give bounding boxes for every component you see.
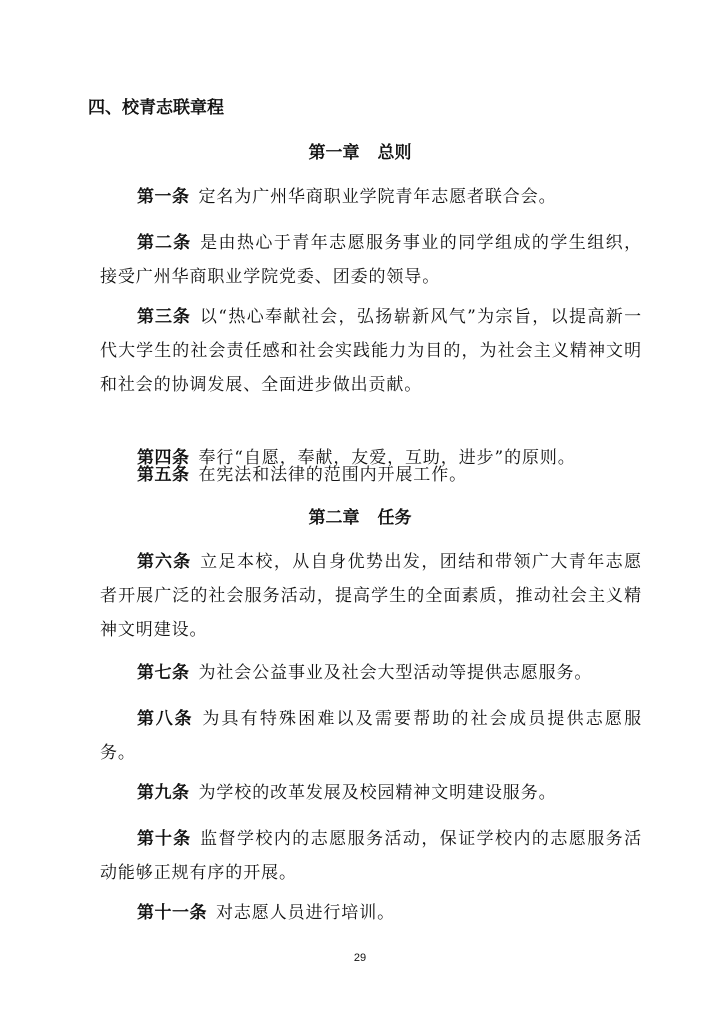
- article-1: [100, 180, 642, 214]
- section-title: 四、校青志联章程: [88, 98, 224, 118]
- article-5: [100, 458, 642, 492]
- article-text: 立足本校，从自身优势出发，团结和带领广大青年志愿者开展广泛的社会服务活动，提高学生的全面素质，推动社会主义精神文明建设。: [100, 552, 642, 640]
- article-number: 第九条: [137, 783, 190, 803]
- article-6: [100, 545, 642, 647]
- chapter-title: 任务: [377, 508, 412, 528]
- chapter-label: 第二章: [308, 508, 360, 528]
- article-text: 奉行“自愿，奉献，友爱，互助，进步”的原则。: [198, 448, 576, 468]
- article-text: 以“热心奉献社会，弘扬崭新风气”为宗旨，以提高新一代大学生的社会责任感和社会实践能力为目的，为社会主义精神文明和社会的协调发展、全面进步做出贡献。: [100, 307, 642, 395]
- article-text: 是由热心于青年志愿服务事业的同学组成的学生组织，接受广州华商职业学院党委、团委的领导。: [100, 233, 642, 287]
- article-8: [100, 702, 642, 770]
- article-text: 在宪法和法律的范围内开展工作。: [198, 465, 467, 485]
- article-number: 第十条: [137, 829, 192, 849]
- article-10: [100, 822, 642, 890]
- article-11: [100, 896, 642, 930]
- page-number: 29: [353, 952, 367, 964]
- article-3: [100, 300, 642, 402]
- article-number: 第五条: [137, 465, 190, 485]
- article-number: 第十一条: [137, 903, 207, 923]
- article-number: 第七条: [137, 663, 190, 683]
- chapter-heading-2: [0, 504, 720, 532]
- article-text: 对志愿人员进行培训。: [216, 903, 395, 923]
- chapter-title: 总则: [377, 143, 412, 163]
- article-text: 为社会公益事业及社会大型活动等提供志愿服务。: [198, 663, 593, 683]
- chapter-heading-1: [0, 139, 720, 167]
- article-text: 定名为广州华商职业学院青年志愿者联合会。: [198, 187, 557, 207]
- article-2: [100, 226, 642, 294]
- article-number: 第八条: [137, 709, 194, 729]
- article-number: 第二条: [137, 233, 192, 253]
- article-number: 第四条: [137, 448, 190, 468]
- article-7: [100, 656, 642, 690]
- article-9: [100, 776, 642, 810]
- article-number: 第三条: [137, 307, 191, 327]
- chapter-label: 第一章: [308, 143, 360, 163]
- article-number: 第六条: [137, 552, 192, 572]
- article-text: 为具有特殊困难以及需要帮助的社会成员提供志愿服务。: [100, 709, 643, 763]
- article-number: 第一条: [137, 187, 190, 207]
- article-text: 为学校的改革发展及校园精神文明建设服务。: [198, 783, 557, 803]
- article-text: 监督学校内的志愿服务活动，保证学校内的志愿服务活动能够正规有序的开展。: [100, 829, 642, 883]
